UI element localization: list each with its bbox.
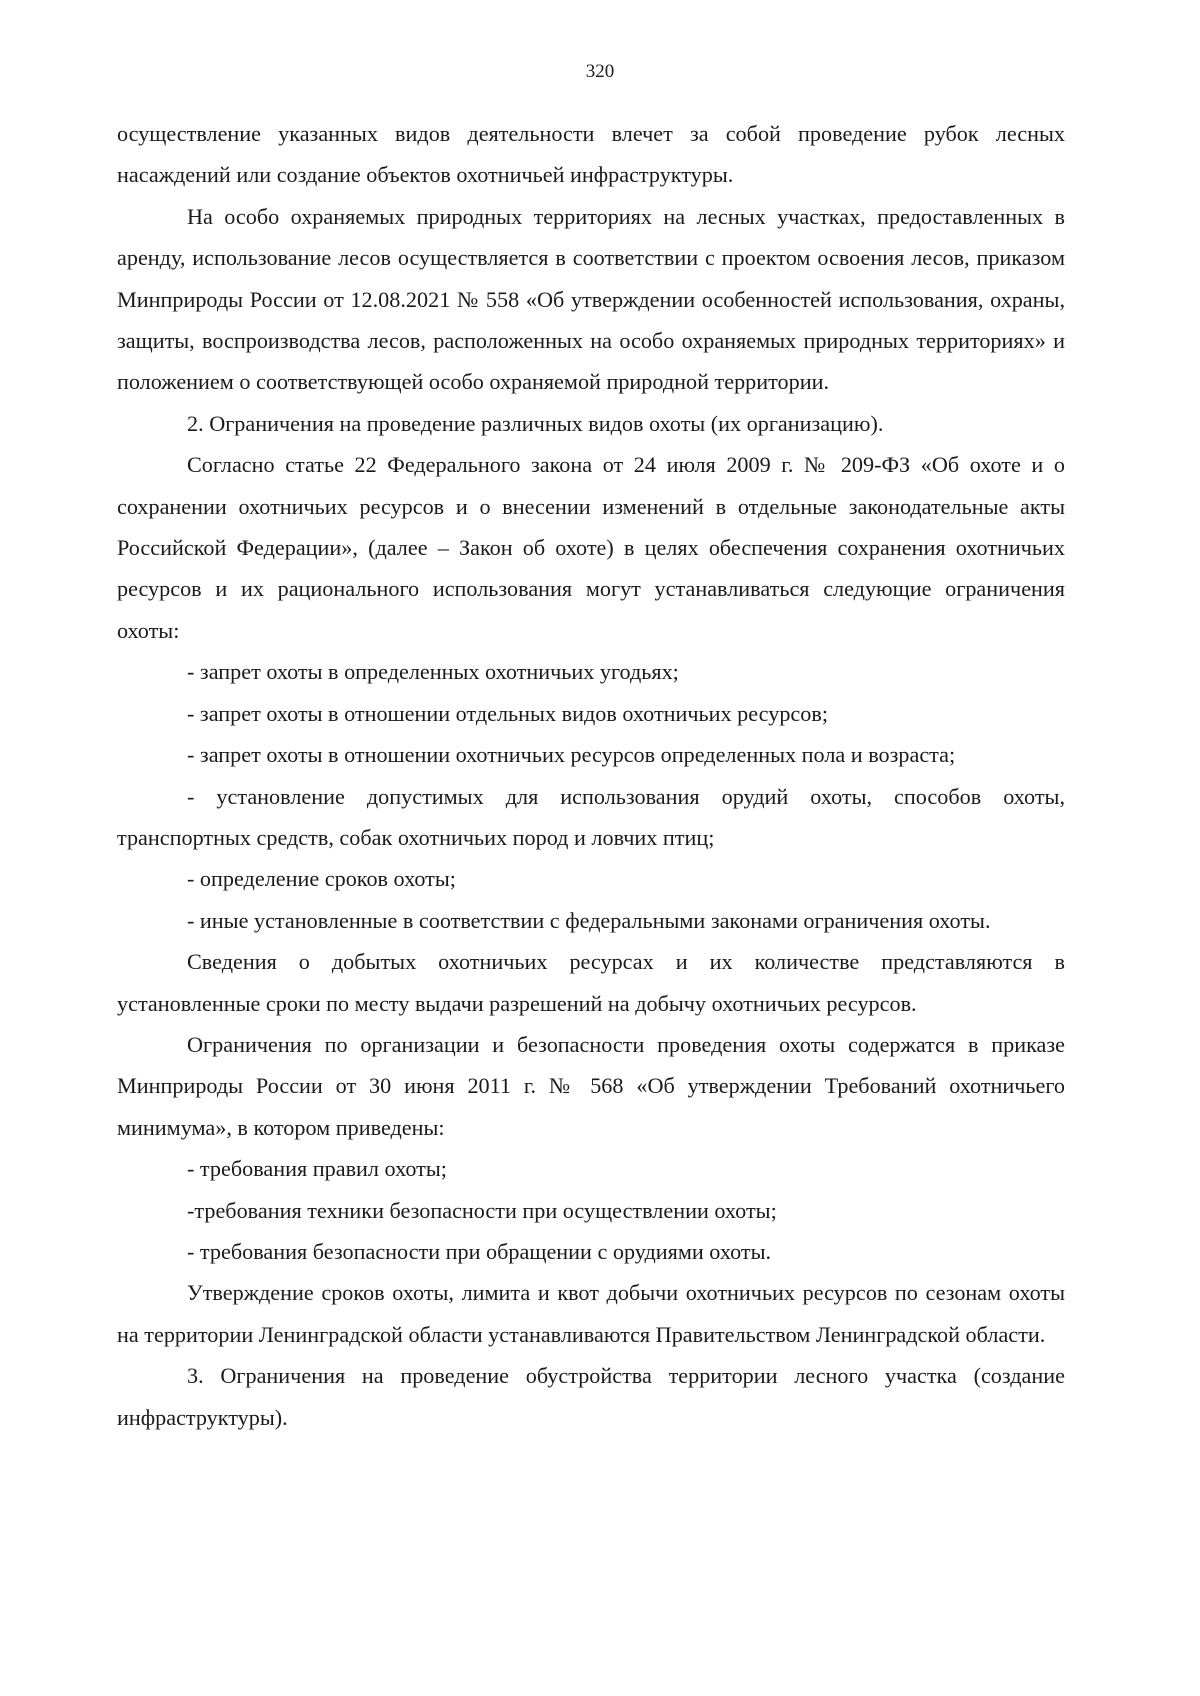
paragraph-hunting-law: Согласно статье 22 Федерального закона от 24 июля 2009 г. № 209-ФЗ «Об охоте и о сохранении охотничьих ресурсов и о внесении изменений в отдельные законодательные акты Российской Федерации», (далее – Закон об охоте) в целях обеспечения сохранения охотничьих ресурсов и их рационального использования могут устанавливаться следующие ограничения охоты: (117, 452, 1065, 643)
list-item: - запрет охоты в определенных охотничьих угодьях; (187, 659, 679, 685)
paragraph-hunting-limits: Утверждение сроков охоты, лимита и квот добычи охотничьих ресурсов по сезонам охоты на территории Ленинградской области устанавливаются Правительством Ленинградской области. (117, 1280, 1065, 1347)
document-body (117, 113, 1065, 1438)
section-heading-hunting-restrictions: 2. Ограничения на проведение различных видов охоты (их организацию). (187, 410, 884, 436)
list-item: -требования техники безопасности при осуществлении охоты; (187, 1197, 777, 1223)
paragraph-safety-order: Ограничения по организации и безопасности проведения охоты содержатся в приказе Минприроды России от 30 июня 2011 г. № 568 «Об утверждении Требований охотничьего минимума», в котором приведены: (117, 1031, 1065, 1140)
paragraph-harvest-reporting: Сведения о добытых охотничьих ресурсах и их количестве представляются в установленные сроки по месту выдачи разрешений на добычу охотничьих ресурсов. (117, 949, 1065, 1016)
list-item: - иные установленные в соответствии с федеральными законами ограничения охоты. (187, 907, 991, 933)
list-item: - запрет охоты в отношении охотничьих ресурсов определенных пола и возраста; (187, 742, 956, 768)
list-item: - установление допустимых для использования орудий охоты, способов охоты, транспортных средств, собак охотничьих пород и ловчих птиц; (117, 783, 1065, 850)
paragraph-continuation: осуществление указанных видов деятельности влечет за собой проведение рубок лесных насаждений или создание объектов охотничьей инфраструктуры. (117, 121, 1065, 188)
page-number: 320 (585, 61, 615, 82)
list-item: - запрет охоты в отношении отдельных видов охотничьих ресурсов; (187, 700, 828, 726)
paragraph-protected-areas: На особо охраняемых природных территориях на лесных участках, предоставленных в аренду, использование лесов осуществляется в соответствии с проектом освоения лесов, приказом Минприроды России от 12.08.2021 № 558 «Об утверждении особенностей использования, охраны, защиты, воспроизводства лесов, расположенных на особо охраняемых природных территориях» и положением о соответствующей особо охраняемой природной территории. (117, 203, 1065, 395)
list-item: - требования правил охоты; (187, 1156, 447, 1182)
section-heading-infrastructure: 3. Ограничения на проведение обустройства территории лесного участка (создание инфраструктуры). (117, 1363, 1065, 1430)
list-item: - определение сроков охоты; (187, 866, 456, 892)
list-item: - требования безопасности при обращении с орудиями охоты. (187, 1238, 772, 1264)
